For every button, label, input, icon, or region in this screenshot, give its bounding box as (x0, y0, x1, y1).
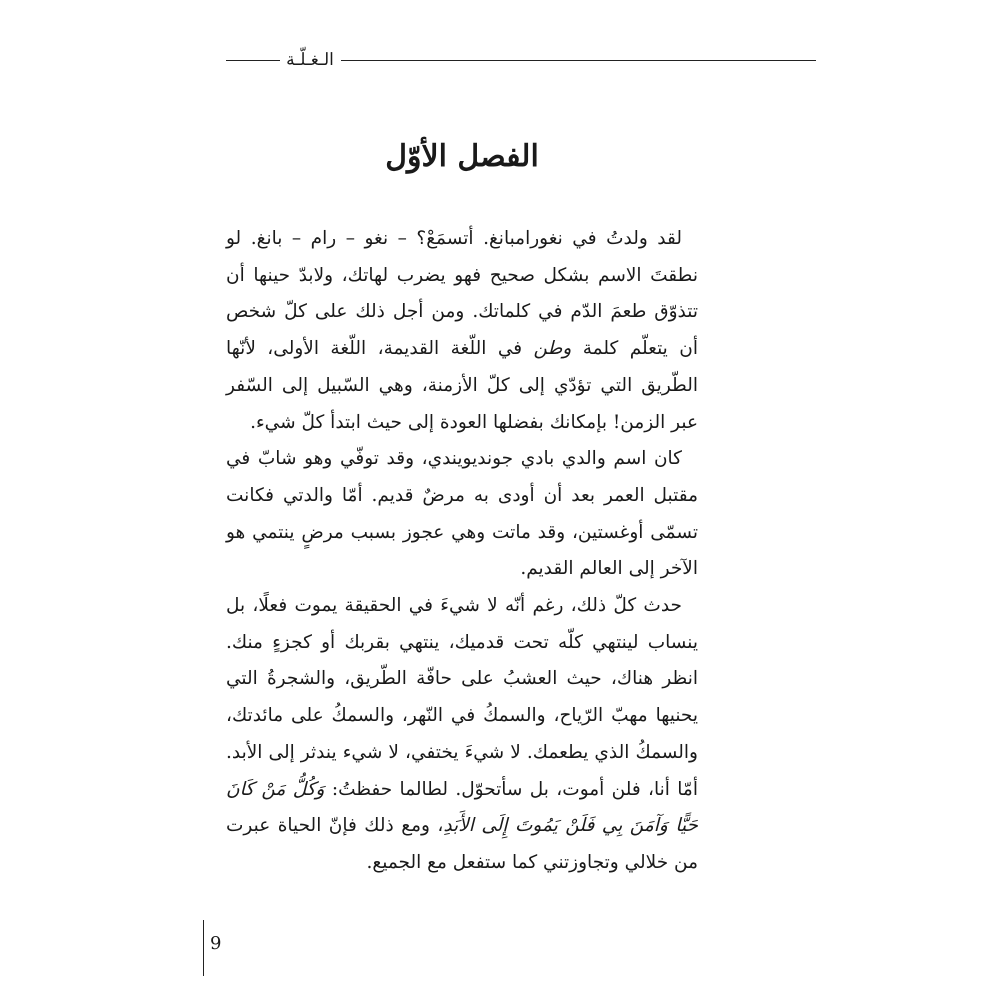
page-number-rule (203, 920, 204, 976)
running-header (226, 45, 816, 75)
paragraph-3-start: حدث كلّ ذلك، رغم أنّه لا شيءَ في الحقيقة يموت فعلًا، بل ينساب لينتهي كلّه تحت قدميك، ينتهي بقربك أو كجزءٍ منك. انظر هناك، حيث العشبُ على حافّة الطّريق، والشجرةُ التي يحنيها مهبّ الرّياح، والسمكُ في النّهر، والسمكُ على مائدتك، والسمكُ الذي يطعمك. لا شيءَ يختفي، لا شيء يندثر إلى الأبد. أمّا أنا، فلن أموت، بل سأتحوّل. لطالما حفظتُ: (226, 595, 698, 800)
paragraph-1-start: لقد ولدتُ في نغورامبانغ. أتسمَعْ؟ – نغو – رام – بانغ. لو نطقتَ الاسم بشكل صحيح فهو يضرب لهاتك، ولابدّ حينها أن تتذوّق طعمَ الدّم في كلماتك. ومن أجل ذلك على كلّ شخص أن يتعلّم كلمة (226, 228, 698, 360)
running-title: الـغـلّـة (286, 50, 334, 70)
header-rule-left (226, 60, 280, 61)
paragraph-1 (226, 221, 698, 441)
chapter-title: الفصل الأوّل (385, 139, 539, 174)
paragraph-1-emphasis: وطن (533, 338, 572, 360)
paragraph-1-end: في اللّغة القديمة، اللّغة الأولى، لأنّها الطّريق التي تؤدّي إلى كلّ الأزمنة، وهي السّبيل إلى السّفر عبر الزمن! بإمكانك بفضلها العودة إلى حيث ابتدأ كلّ شيء. (226, 338, 698, 433)
paragraph-3 (226, 588, 698, 882)
paragraph-3-end: ، ومع ذلك فإنّ الحياة عبرت من خلالي وتجاوزتني كما ستفعل مع الجميع. (226, 815, 698, 873)
header-rule-right (341, 60, 816, 61)
scripture-quote: وَكُلُّ مَنْ كَانَ حَيًّا وَآمَنَ بِي فَلَنْ يَمُوتَ إِلَى الأَبَدِ (226, 778, 698, 837)
body-text (226, 221, 698, 882)
page-number: 9 (210, 933, 222, 954)
paragraph-2: كان اسم والدي بادي جونديويندي، وقد توفّي وهو شابّ في مقتبل العمر بعد أن أودى به مرضٌ قديم. أمّا والدتي فكانت تسمّى أوغستين، وقد ماتت وهي عجوز بسبب مرضٍ ينتمي هو الآخر إلى العالم القديم. (226, 448, 698, 580)
